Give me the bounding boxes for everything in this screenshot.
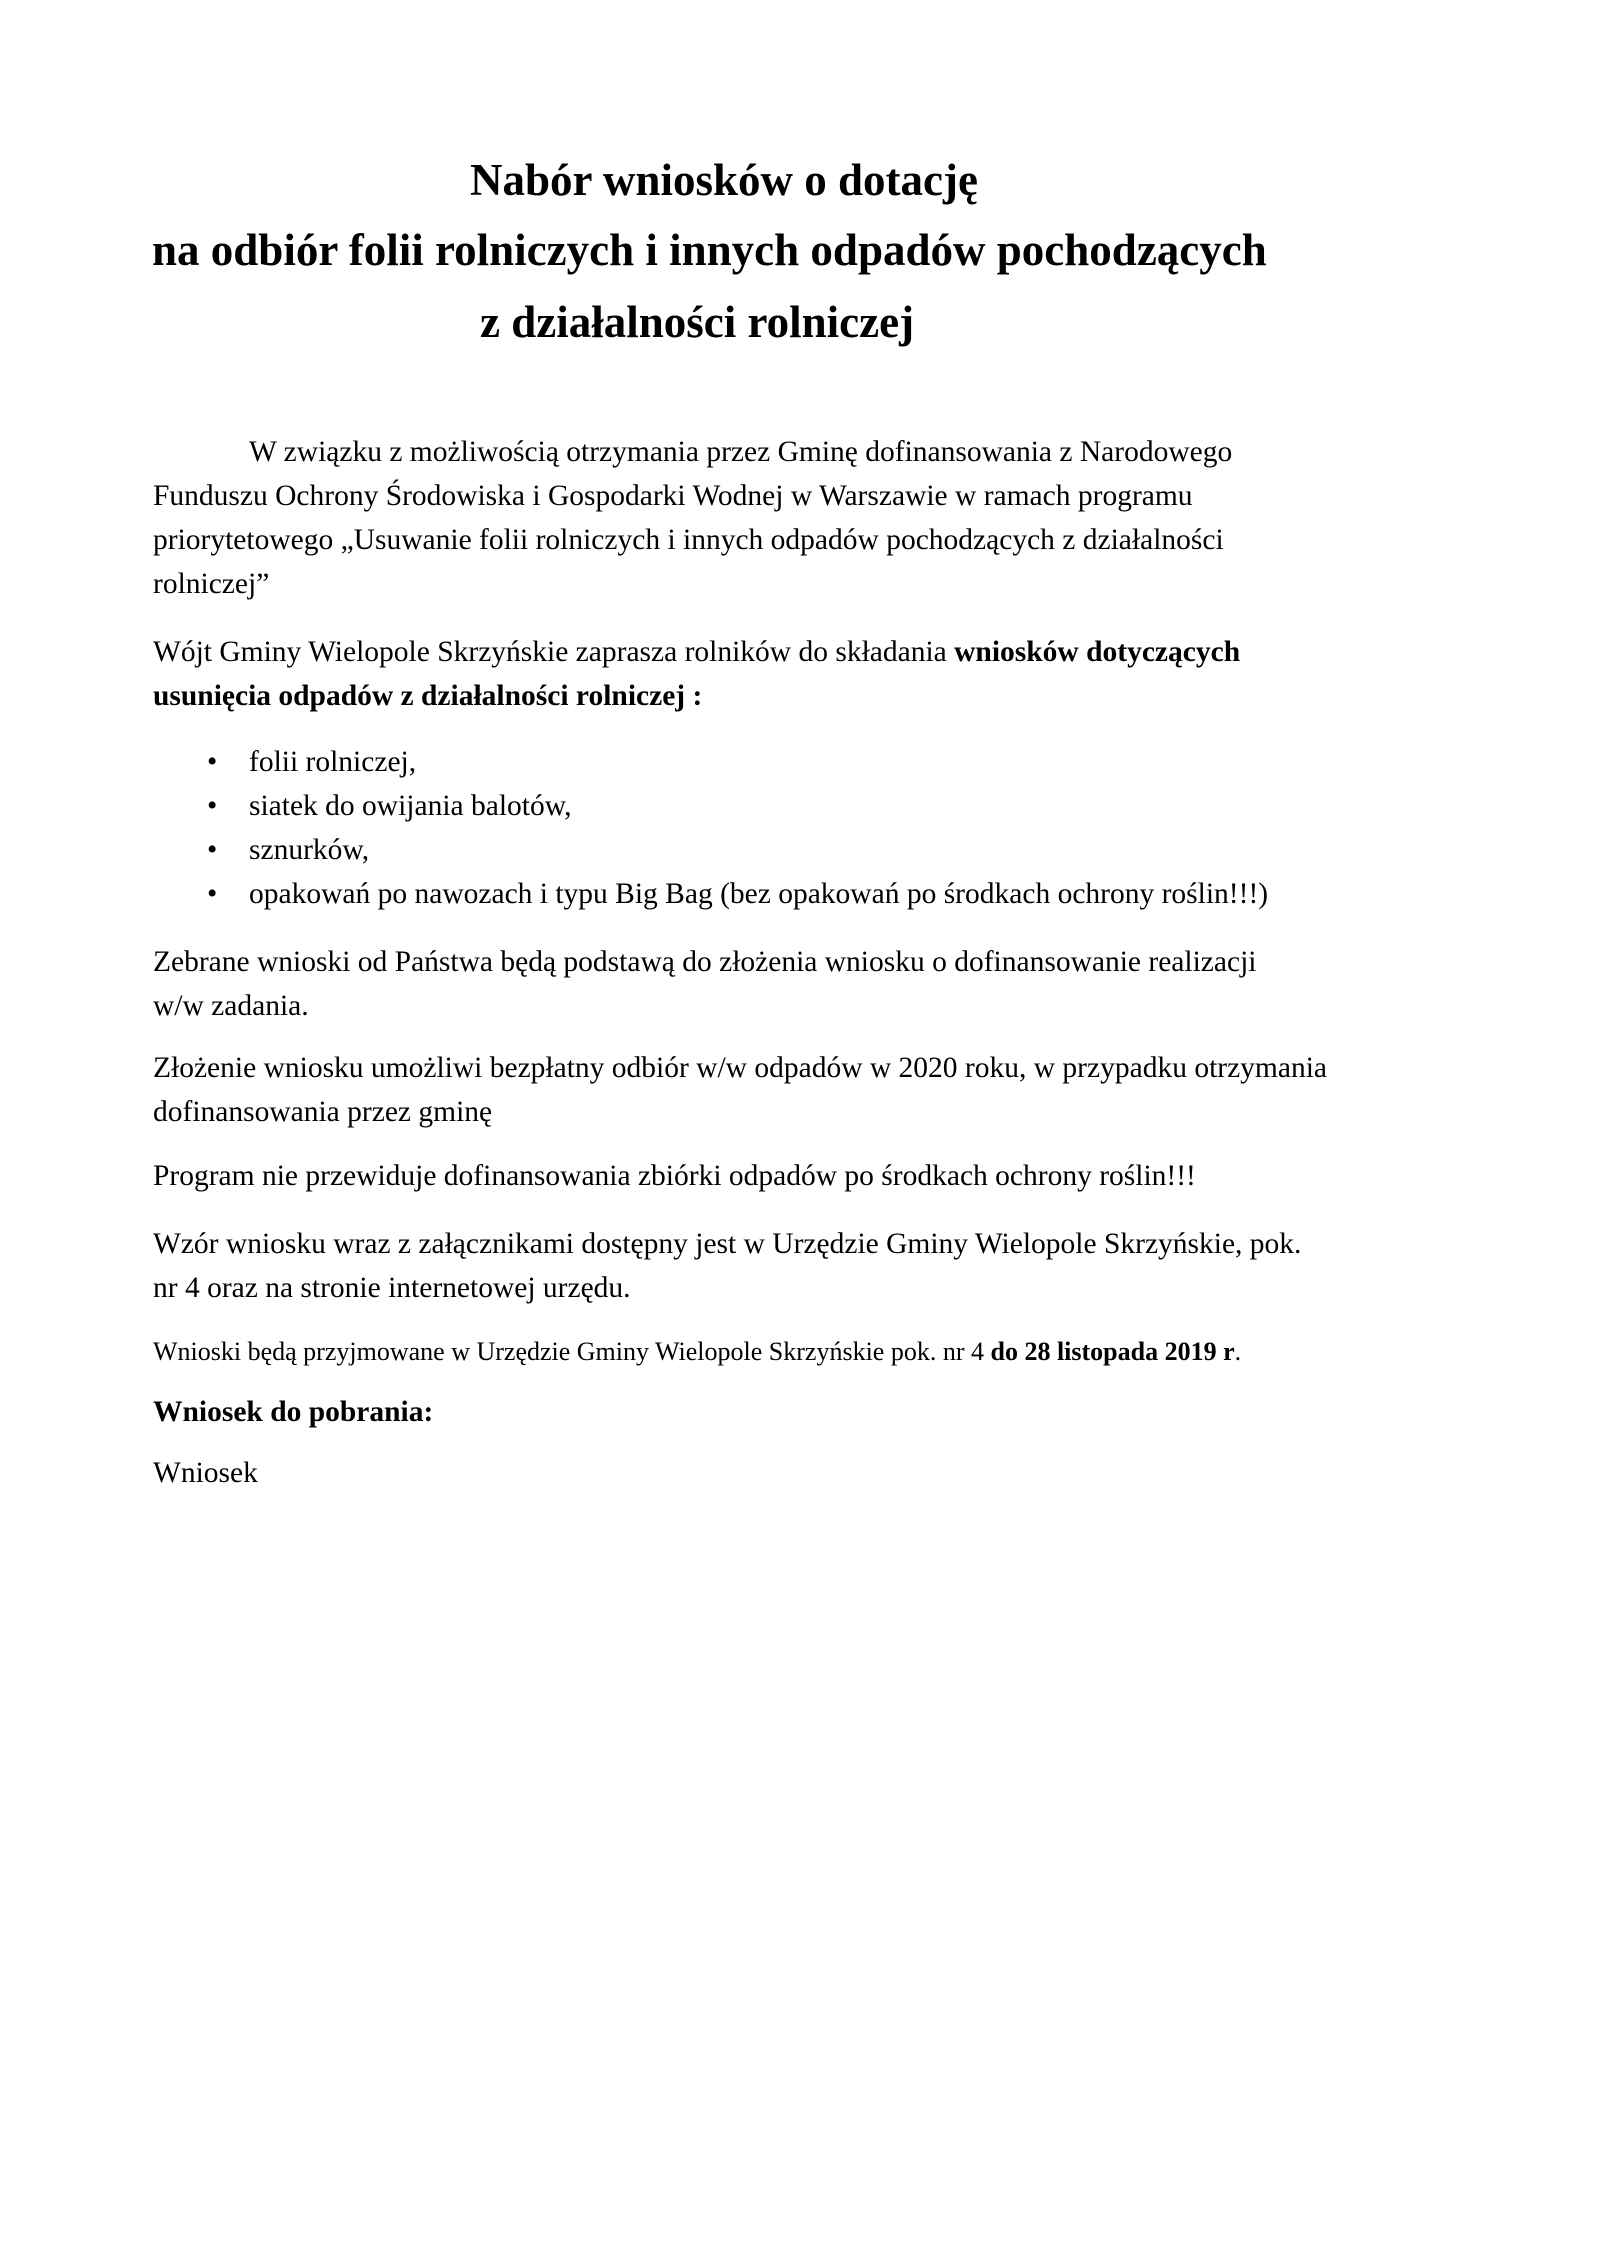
intro-line-1: W związku z możliwością otrzymania przez Gminę dofinansowania z Narodowego xyxy=(249,436,1233,468)
download-heading: Wniosek do pobrania: xyxy=(153,1396,434,1428)
bullet-icon: • xyxy=(207,746,218,778)
intro-line-4: rolniczej” xyxy=(153,568,270,600)
program-paragraph: Program nie przewiduje dofinansowania zbiórki odpadów po środkach ochrony roślin!!! xyxy=(153,1160,1196,1192)
bullet-icon: • xyxy=(207,878,218,910)
deadline-text: Wnioski będą przyjmowane w Urzędzie Gminy Wielopole Skrzyńskie pok. nr 4 xyxy=(153,1337,991,1366)
list-item: • siatek do owijania balotów, xyxy=(153,784,1268,828)
list-item: • sznurków, xyxy=(153,828,1268,872)
collected-line-1: Zebrane wnioski od Państwa będą podstawą do złożenia wniosku o dofinansowanie realizacji xyxy=(153,946,1257,978)
list-item: • opakowań po nawozach i typu Big Bag (bez opakowań po środkach ochrony roślin!!!) xyxy=(153,872,1268,916)
intro-line-2: Funduszu Ochrony Środowiska i Gospodarki Wodnej w Warszawie w ramach programu xyxy=(153,480,1193,512)
intro-line-3: priorytetowego „Usuwanie folii rolniczych i innych odpadów pochodzących z działalności xyxy=(153,524,1224,556)
template-line-2: nr 4 oraz na stronie internetowej urzędu. xyxy=(153,1272,631,1304)
collected-paragraph xyxy=(153,940,1493,1028)
bullet-icon: • xyxy=(207,790,218,822)
title-line-1: Nabór wniosków o dotację xyxy=(470,155,978,205)
submission-line-2: dofinansowania przez gminę xyxy=(153,1096,493,1128)
deadline-paragraph xyxy=(153,1330,1493,1374)
invite-bold-1: wniosków dotyczących xyxy=(954,636,1241,668)
bullet-icon: • xyxy=(207,834,218,866)
intro-paragraph xyxy=(153,430,1493,606)
template-paragraph xyxy=(153,1222,1493,1310)
list-item: • folii rolniczej, xyxy=(153,740,1268,784)
template-line-1: Wzór wniosku wraz z załącznikami dostępny jest w Urzędzie Gminy Wielopole Skrzyńskie, pok. xyxy=(153,1228,1302,1260)
invite-bold-2: usunięcia odpadów z działalności rolniczej : xyxy=(153,680,703,712)
download-link[interactable]: Wniosek xyxy=(153,1457,258,1489)
submission-line-1: Złożenie wniosku umożliwi bezpłatny odbiór w/w odpadów w 2020 roku, w przypadku otrzymania xyxy=(153,1052,1328,1084)
waste-list xyxy=(153,740,1268,916)
invite-text: Wójt Gminy Wielopole Skrzyńskie zaprasza rolników do składania xyxy=(153,636,955,668)
collected-line-2: w/w zadania. xyxy=(153,990,309,1022)
deadline-date: do 28 listopada 2019 r xyxy=(990,1337,1235,1366)
title-line-3: z działalności rolniczej xyxy=(480,297,915,347)
deadline-end: . xyxy=(1234,1337,1242,1366)
invite-paragraph xyxy=(153,630,1493,718)
title-line-2: na odbiór folii rolniczych i innych odpadów pochodzących xyxy=(152,225,1267,275)
submission-paragraph xyxy=(153,1046,1493,1134)
